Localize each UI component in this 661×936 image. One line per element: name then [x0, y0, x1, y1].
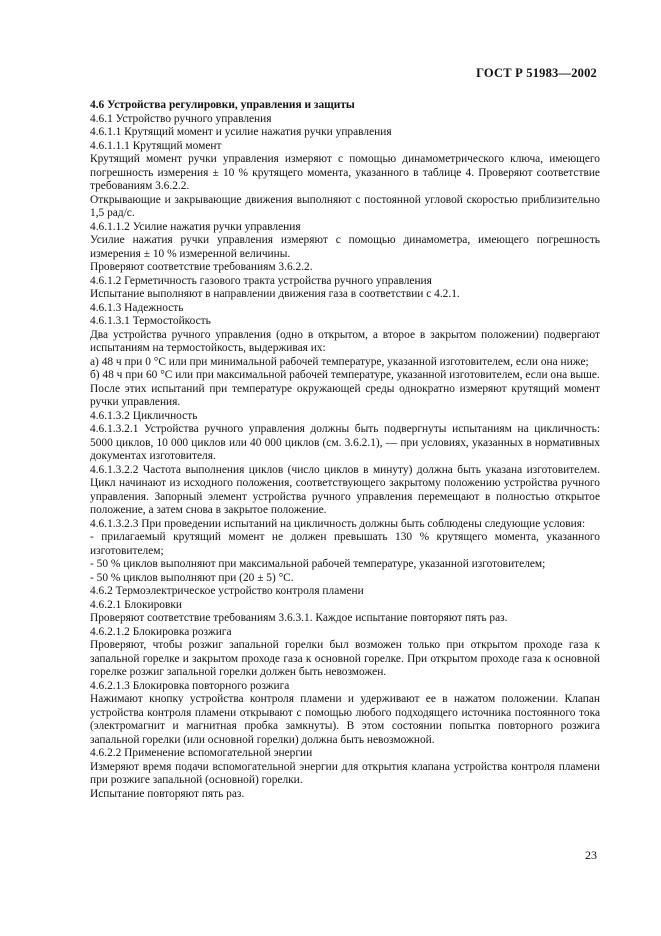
- paragraph: Два устройства ручного управления (одно в открытом, а второе в закрытом положении) подвергают испытаниям на термостойкость, выдерживая их:: [90, 328, 600, 354]
- paragraph: 4.6.1.3.2 Цикличность: [90, 409, 198, 422]
- list-item: а) 48 ч при 0 °С или при минимальной рабочей температуре, указанной изготовителем, если она ниже;: [90, 355, 589, 368]
- paragraph: 4.6.2.1.2 Блокировка розжига: [90, 625, 232, 638]
- paragraph: 4.6.1.3 Надежность: [90, 301, 184, 314]
- paragraph: 4.6.1.3.1 Термостойкость: [90, 315, 211, 327]
- paragraph: 4.6.2 Термоэлектрическое устройство контроля пламени: [90, 585, 364, 597]
- list-item: б) 48 ч при 60 °С или при максимальной рабочей температуре, указанной изготовителем, если она выше.: [90, 369, 600, 381]
- list-item: - прилагаемый крутящий момент не должен превышать 130 % крутящего момента, указанного изготовителем;: [90, 531, 600, 557]
- paragraph: 4.6.1.1.1 Крутящий момент: [90, 139, 222, 152]
- paragraph: Усилие нажатия ручки управления измеряют с помощью динамометра, имеющего погрешность измерения ± 10 % измеренной величины.: [90, 234, 600, 260]
- paragraph: Испытание выполняют в направлении движения газа в соответствии с 4.2.1.: [90, 288, 460, 300]
- page-number: 23: [585, 848, 597, 862]
- paragraph: 4.6.1.2 Герметичность газового тракта устройства ручного управления: [90, 274, 432, 287]
- paragraph: Проверяют соответствие требованиям 3.6.3.1. Каждое испытание повторяют пять раз.: [90, 612, 508, 624]
- paragraph: 4.6.1.1 Крутящий момент и усилие нажатия ручки управления: [90, 126, 392, 138]
- paragraph: 4.6.1 Устройство ручного управления: [90, 112, 272, 125]
- document-body: [90, 99, 600, 801]
- paragraph: После этих испытаний при температуре окружающей среды однократно измеряют крутящий момент ручки управления.: [90, 382, 600, 408]
- paragraph: Испытание повторяют пять раз.: [90, 787, 245, 800]
- paragraph: 4.6.2.2 Применение вспомогательной энергии: [90, 747, 313, 759]
- paragraph: Проверяют соответствие требованиям 3.6.2.2.: [90, 261, 313, 273]
- paragraph: Проверяют, чтобы розжиг запальной горелки был возможен только при открытом проходе газа к запальной горелке и закрытом проходе газа к основной горелке. При открытом проходе газа к основной горелке розжиг запальной горелки должен быть невозможен.: [90, 639, 600, 678]
- list-item: - 50 % циклов выполняют при максимальной рабочей температуре, указанной изготовителем;: [90, 558, 546, 570]
- paragraph: Открывающие и закрывающие движения выполняют с постоянной угловой скоростью приблизительно 1,5 рад/с.: [90, 193, 600, 219]
- paragraph: 4.6.2.1 Блокировки: [90, 598, 182, 611]
- paragraph: Измеряют время подачи вспомогательной энергии для открытия клапана устройства контроля пламени при розжиге запальной (основной) горелки.: [90, 760, 600, 786]
- paragraph: 4.6.1.3.2.2 Частота выполнения циклов (число циклов в минуту) должна быть указана изготовителем. Цикл начинают из исходного положения, соответствующего закрытому положению устройства ручного управления. Запорный элемент устройства ручного управления перемещают в полностью открытое положение, а затем снова в закрытое положение.: [90, 463, 600, 516]
- standard-code: ГОСТ Р 51983—2002: [476, 66, 597, 80]
- paragraph: 4.6.1.1.2 Усилие нажатия ручки управления: [90, 220, 301, 233]
- paragraph: 4.6.1.3.2.1 Устройства ручного управления должны быть подвергнуты испытаниям на цикличность: 5000 циклов, 10 000 циклов или 40 000 циклов (см. 3.6.2.1), — при условиях, указанных в нормативных документах изготовителя.: [90, 423, 600, 462]
- paragraph: 4.6.2.1.3 Блокировка повторного розжига: [90, 679, 290, 692]
- paragraph: 4.6.1.3.2.3 При проведении испытаний на цикличность должны быть соблюдены следующие условия:: [90, 517, 586, 530]
- paragraph: Крутящий момент ручки управления измеряют с помощью динамометрического ключа, имеющего погрешность измерения ± 10 % крутящего момента, указанного в таблице 4. Проверяют соответствие требованиям 3.6.2.2.: [90, 153, 600, 192]
- paragraph: Нажимают кнопку устройства контроля пламени и удерживают ее в нажатом положении. Клапан устройства контроля пламени открывают с помощью любого подходящего источника постоянного тока (электромагнит и магнитная пробка замкнуты). В этом состоянии попытка повторного розжига запальной горелки (или основной горелки) должна быть невозможной.: [90, 693, 600, 746]
- section-heading: 4.6 Устройства регулировки, управления и защиты: [90, 99, 355, 111]
- list-item: - 50 % циклов выполняют при (20 ± 5) °С.: [90, 571, 294, 584]
